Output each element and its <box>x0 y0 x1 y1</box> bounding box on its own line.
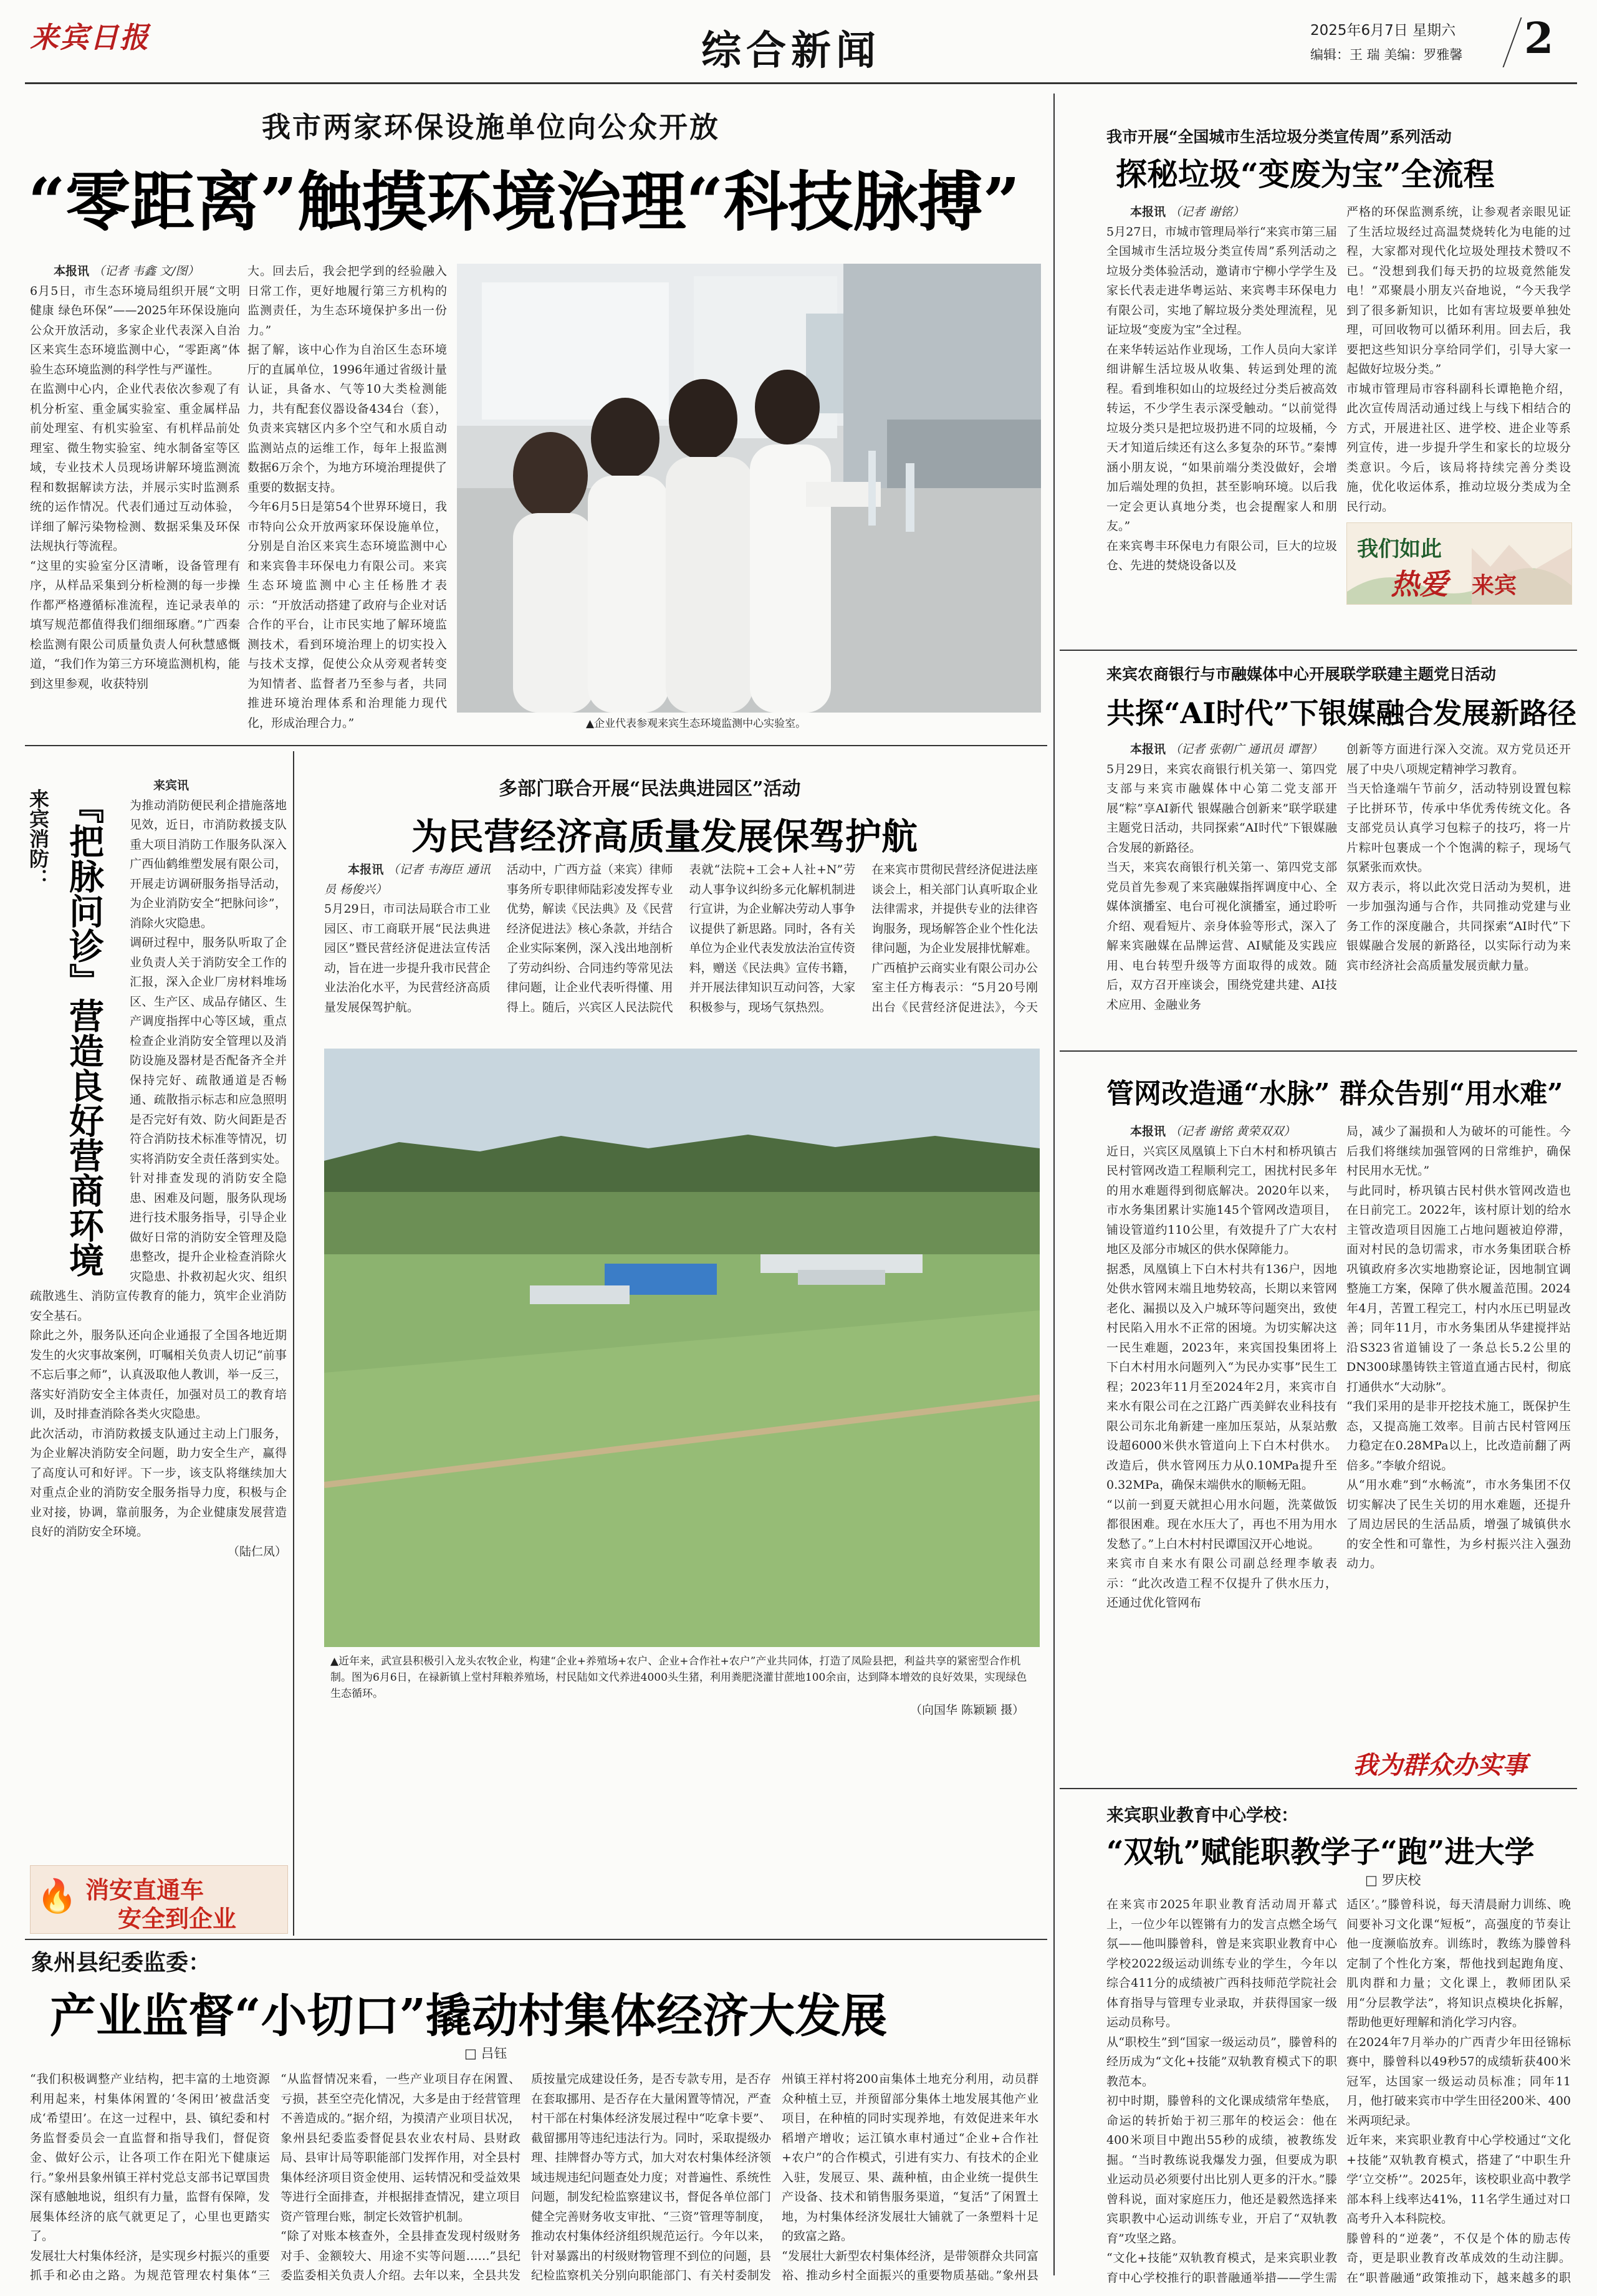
fire-title-space <box>26 776 130 1269</box>
garbage-col2 <box>1346 203 1571 527</box>
garbage-headline: 探秘垃圾“变废为宝”全流程 <box>1116 156 1495 193</box>
bank-text-col2: 创新等方面进行深入交流。双方党员还开展了中央八项规定精神学习教育。 当天恰逢端午节前夕，活动特别设置包粽子比拼环节，传承中华优秀传统文化。各支部党员认真学习包粽子的技巧，将一片片粽叶包裹成一个个饱满的粽子，现场气氛紧张而欢快。 双方表示，将以此次党日活动为契机，进一步加强沟通与合作，共同推动党建与业务工作的深度融合，共同探索“AI时代”下银媒融合发展的新路径，以实际行动为来宾市经济社会高质量发展贡献力量。 <box>1346 742 1571 973</box>
xiangzhou-kicker: 象州县纪委监委： <box>31 1949 211 1976</box>
law-headline: 为民营经济高质量发展保驾护航 <box>411 815 918 858</box>
bank-col1 <box>1106 740 1337 1045</box>
water-text-col2: 局，减少了漏损和人为破坏的可能性。今后我们将继续加强管网的日常维护，确保村民用水无忧。” 与此同时，桥巩镇古民村供水管网改造也在日前完工。2022年，该村原计划的给水主管改造项目因施工占地问题被迫停滞，面对村民的急切需求，市水务集团联合桥巩镇政府多次实地勘察论证，因地制宜调整施工方案，保障了供水履盖范围。2024年4月，苦置工程完工，村内水压已明显改善；同年11月，市水务集团从华建搅拌站沿S323省道铺设了一条总长5.2公里的DN300球墨铸铁主管道直通古民村，彻底打通供水“大动脉”。 “我们采用的是非开挖技术施工，既保护生态，又提高施工效率。目前古民村管网压力稳定在0.28MPa以上，比改造前翻了两倍多。”李敏介绍说。 从“用水难”到“水畅流”，市水务集团不仅切实解决了民生关切的用水难题，还提升了周边居民的生活品质，增强了城镇供水的安全性和可靠性，为乡村振兴注入强劲动力。 <box>1346 1125 1571 1570</box>
lead-byline: 本报讯 <box>54 264 90 278</box>
lead-article-col2 <box>247 262 447 773</box>
xiangzhou-col3 <box>531 2070 771 2285</box>
garbage-text-col1: 5月27日，市城市管理局举行“来宾市第三届全国城市生活垃圾分类宣传周”系列活动之垃圾分类体验活动，邀请市宁柳小学学生及家长代表走进华粤运站、来宾粤丰环保电力有限公司，实地了解垃圾分类处理流程，见证垃圾“变废为宝”全过程。 在来华转运站作业现场，工作人员向大家详细讲解生活垃圾从收集、转运到处理的流程。看到堆积如山的垃圾经过分类后被高效转运，不少学生表示深受触动。“以前觉得垃圾分类只是把垃圾扔进不同的垃圾桶，今天才知道后续还有这么多复杂的环节。”秦博涵小朋友说，“如果前端分类没做好，会增加后端处理的负担，甚至影响环境。以后我一定会更认真地分类，也会提醒家人和朋友。” 在来宾粤丰环保电力有限公司，巨大的垃圾仓、先进的焚烧设备以及 <box>1106 224 1337 572</box>
fire-banner-line2: 安全到企业 <box>118 1905 237 1933</box>
lead-reporters: （记者 韦鑫 文/图） <box>93 264 199 278</box>
lead-bottom-rule <box>25 745 1047 746</box>
garbage-reporters: （记者 谢铭） <box>1169 205 1245 219</box>
fire-signoff: （陆仁凤） <box>227 1544 287 1559</box>
vocational-col1 <box>1106 1895 1337 2285</box>
fire-byline: 来宾讯 <box>153 779 189 792</box>
xiangzhou-text-col3: 质按量完成建设任务，是否专款专用，是否存在套取挪用、是否存在大量闲置等情况，严查村干部在村集体经济发展过程中“吃拿卡要”、截留挪用等违纪违法行为。同时，采取提级办理、挂牌督办等方式，加大对农村集体经济领域违规违纪问题查处力度；对普遍性、系统性问题，制发纪检监察建议书，督促各单位部门健全完善财务收支审批、“三资”管理等制度，推动农村集体经济组织规范运行。今年以来，针对暴露出的村级财物管理不到位的问题，县纪检监察机关分别向职能部门、有关村委制发 <box>531 2072 771 2282</box>
fire-text: 为推动消防便民利企措施落地见效，近日，市消防救援支队重大项目消防工作服务队深入广西仙鹤维塑发展有限公司，开展走访调研服务指导活动，为企业消防安全“把脉问诊”，消除火灾隐患。 调研过程中，服务队听取了企业负责人关于消防安全工作的汇报，深入企业厂房材料堆场区、生产区、成品存储区、生产调度指挥中心等区域，重点检查企业消防安全管理以及消防设施及器材是否配备齐全并保持完好、疏散通道是否畅通、疏散指示标志和应急照明是否完好有效、防火间距是否符合消防技术标准等情况，切实将消防安全责任落到实处。针对排查发现的消防安全隐患、困难及问题，服务队现场进行技术服务指导，引导企业做好日常的消防安全管理及隐患整改，提升企业检查消除火灾隐患、扑救初起火灾、组织疏散逃生、消防宣传教育的能力，筑牢企业消防安全基石。 除此之外，服务队还向企业通报了全国各地近期发生的火灾事故案例，叮嘱相关负责人切记“前事不忘后事之师”，认真汲取他人教训，举一反三，落实好消防安全主体责任，加强对员工的教育培训，及时排查消除各类火灾隐患。 此次活动，市消防救援支队通过主动上门服务，为企业解决消防安全问题，助力安全生产，赢得了高度认可和好评。下一步，该支队将继续加大对重点企业的消防安全服务指导力度，积极与企业对接，协调，靠前服务，为企业健康发展营造良好的消防安全环境。 <box>30 798 287 1539</box>
garbage-bottom-rule <box>1060 650 1577 651</box>
fire-org: 来宾消防： <box>26 789 50 888</box>
xiangzhou-col1 <box>30 2070 270 2285</box>
law-text: 5月29日，市司法局联合市工业园区、市工商联开展“民法典进园区”暨民营经济促进法宣传活动，旨在进一步提升我市民营企业法治化水平，为民营经济高质量发展保驾护航。 活动中，广西方益（来宾）律师事务所专职律师陆彩凌发挥专业优势，解读《民法典》及《民营经济促进法》核心条款，并结合企业实际案例，深入浅出地剖析了劳动纠纷、合同违约等常见法律问题，让企业代表听得懂、用得上。随后，兴宾区人民法院代表就“法院+工会+人社+N”劳动人事争议纠纷多元化解机制进行宣讲，为企业解决劳动人事争议提供了新思路。同时，各有关单位为企业代表发放法治宣传资料，赠送《民法典》宣传书籍，并开展法律知识互动问答，大家积极参与，现场气氛热烈。 在来宾市贯彻民营经济促进法座谈会上，相关部门认真听取企业法律需求，并提供专业的法律咨询服务，现场解答企业个性化法律问题，为企业发展排忧解难。 广西植护云商实业有限公司办公室主任方梅表示：“5月20号刚出台《民营经济促进法》，今天 <box>324 863 1038 1014</box>
fire-title: 『把脉问诊』营造良好营商环境 <box>64 789 105 1277</box>
garbage-text-col2: 严格的环保监测系统，让参观者亲眼见证了生活垃圾经过高温焚烧转化为电能的过程，大家都对现代化垃圾处理技术赞叹不已。“没想到我们每天扔的垃圾竟然能发电！”邓聚晨小朋友兴奋地说，“今天我学到了很多新知识，比如有害垃圾要单独处理，可回收物可以循环利用。回去后，我要把这些知识分享给同学们，引导大家一起做好垃圾分类。” 市城市管理局市容科副科长谭艳艳介绍，此次宣传周活动通过线上与线下相结合的方式，开展进社区、进学校、进企业等系列宣传，进一步提升学生和家长的垃圾分类意识。今后，该局将持续完善分类设施，优化收运体系，推动垃圾分类成为全民行动。 <box>1346 205 1571 514</box>
bank-bottom-rule <box>1060 1050 1577 1052</box>
lab-photo-caption: ▲企业代表参观来宾生态环境监测中心实验室。 <box>586 718 807 730</box>
bank-headline: 共探“AI时代”下银媒融合发展新路径 <box>1106 696 1577 730</box>
flame-icon: 🔥 <box>37 1878 77 1915</box>
xiangzhou-col4 <box>782 2070 1038 2285</box>
xiangzhou-text-col1: “我们积极调整产业结构，把丰富的土地资源利用起来，村集体闲置的‘冬闲田’被盘活变成‘希望田’。在这一过程中，县、镇纪委和村务监督委员会一直监督和指导我们，督促资金、做好公示，让各项工作在阳光下健康运行。”象州县象州镇王祥村党总支部书记覃国贵深有感触地说，组织有力量，监督有保障，发展集体经济的底气就更足了，心里也更踏实了。 发展壮大村集体经济，是实现乡村振兴的重要抓手和必由之路。为规范管理农村集体“三 <box>30 2072 270 2282</box>
lab-photo <box>457 264 1041 713</box>
law-kicker: 多部门联合开展“民法典进园区”活动 <box>499 778 801 800</box>
vocational-headline: “双轨”赋能职教学子“跑”进大学 <box>1106 1835 1535 1870</box>
water-col2 <box>1346 1122 1571 1739</box>
water-col1 <box>1106 1122 1337 1795</box>
xiangzhou-text-col2: “从监督情况来看，一些产业项目存在闲置、亏损，甚至空壳化情况，大多是由于经营管理不善造成的。”据介绍，为摸清产业项目状况，象州县纪委监委督促县农业农村局、县财政局、县审计局等职能部门发挥作用，对全县村集体经济项目资金使用、运转情况和受益效果等进行全面排查，并根据排查情况，建立项目资产管理台账，制定长效管护机制。 “除了对账本核查外，全县排查发现村级财务对手、金额较大、用途不实等问题……”县纪委监委相关负责人介绍。去年以来，全县共发 <box>281 2072 520 2282</box>
badge-line1: 我们如此 <box>1357 537 1442 562</box>
bank-col2 <box>1346 740 1571 1045</box>
section-name: 综合新闻 <box>701 27 881 74</box>
water-reporters: （记者 谢铭 黄荣双双） <box>1169 1125 1296 1138</box>
badge-line2: 热爱 <box>1391 567 1448 601</box>
law-reporters: （记者 韦海臣 通讯员 杨俊兴） <box>324 863 491 896</box>
vocational-text-col1: 在来宾市2025年职业教育活动周开幕式上，一位少年以铿锵有力的发言点燃全场气氛——他叫滕曾科，曾是来宾职业教育中心学校2022级运动训练专业的学生，今年以综合411分的成绩被广西科技师范学院社会体育指导与管理专业录取，并获得国家一级运动员称号。 从“职校生”到“国家一级运动员”，滕曾科的经历成为“文化+技能”双轨教育模式下的职教范本。 初中时期，滕曾科的文化课成绩常年垫底，命运的转折始于初三那年的校运会：他在400米项目中跑出55秒的成绩，被教练发掘。“当时教练说我爆发力强，但要成为职业运动员必须要付出比别人更多的汗水。”滕曾科说，面对家庭压力，他还是毅然选择来宾职教中心运动训练专业，开启了“双轨教育”攻坚之路。 “文化+技能”双轨教育模式，是来宾职业教育中心学校推行的职普融通举措——学生需 <box>1106 1898 1337 2285</box>
vocational-author: □ 罗庆校 <box>1365 1873 1421 1888</box>
service-badge: 我为群众办实事 <box>1353 1751 1527 1780</box>
masthead-rule <box>25 82 1577 84</box>
lead-headline: “零距离”触摸环境治理“科技脉搏” <box>28 163 1020 240</box>
lead-article-col1 <box>30 262 240 773</box>
vocational-kicker: 来宾职业教育中心学校： <box>1106 1805 1299 1825</box>
water-bottom-rule <box>1060 1788 1577 1789</box>
law-byline: 本报讯 <box>348 863 384 877</box>
lead-kicker: 我市两家环保设施单位向公众开放 <box>262 110 720 144</box>
xiangzhou-text-col4: 州镇王祥村将200亩集体土地充分利用，动员群众种植土豆，并预留部分集体土地发展其他产业项目，在种植的同时实现养地，有效促进来年水稻增产增收；运江镇水車村通过“企业+合作社+农户”的合作模式，引进有实力、有技术的企业入驻，发展豆、果、蔬种植，由企业统一提供生产设备、技术和销售服务渠道，“复活”了闲置土地，为村集体经济发展壮大铺就了一条塑料十足的致富之路。 “发展壮大新型农村集体经济，是带领群众共同富裕、推动乡村全面振兴的重要物质基础。”象州县 <box>782 2072 1038 2282</box>
garbage-byline: 本报讯 <box>1130 205 1166 219</box>
xiangzhou-headline: 产业监督“小切口”撬动村集体经济大发展 <box>50 1989 888 2043</box>
bank-text-col1: 5月29日，来宾农商银行机关第一、第四党支部与来宾市融媒体中心第二党支部开展“粽”享AI新代 银媒融合创新来”联学联建主题党日活动，共同探索“AI时代”下银媒融合发展的新路径。 当天，来宾农商银行机关第一、第四党支部党员首先参观了来宾融媒指挥调度中心、全媒体演播室、电台可视化演播室，通过聆听介绍、观看短片、亲身体验等形式，深入了解来宾融媒在品牌运营、AI赋能及实践应用、电台转型升级等方面取得的成效。随后，双方召开座谈会，围绕党建共建、AI技术应用、金融业务 <box>1106 762 1337 1012</box>
page-divider-slash <box>1502 17 1522 67</box>
bank-byline: 本报讯 <box>1130 742 1166 756</box>
lead-text-col1: 6月5日，市生态环境局组织开展“文明健康 绿色环保”——2025年环保设施向公众开放活动，多家企业代表深入自治区来宾生态环境监测中心，“零距离”体验生态环境监测的科学性与严谨性。 在监测中心内，企业代表依次参观了有机分析室、重金属实验室、重金属样品前处理室、有机实验室、有机样品前处理室、微生物实验室、纯水制备室等区域，专业技术人员现场讲解环境监测流程和数据解读方法，并展示实时监测系统的运作情况。代表们通过互动体验，详细了解污染物检测、数据采集及环保法规执行等流程。 “这里的实验室分区清晰，设备管理有序，从样品采集到分析检测的每一步操作都严格遵循标准流程，连记录表单的填写规范都值得我们细细琢磨。”广西秦桧监测有限公司质量负责人何秋慧感慨道，“我们作为第三方环境监测机构，能到这里参观，收获特别 <box>30 284 240 691</box>
farm-photo-caption: ▲近年来，武宣县积极引入龙头农牧企业，构建“企业+养殖场+农户、企业+合作社+农户”产业共同体，打造了凤险县把，利益共享的紧密型合作机制。图为6月6日，在禄新镇上堂村拜粮养殖场，村民陆如文代养进4000头生猪，利用粪肥浇灌甘蔗地100余亩，达到降本增效的良好效果，实现绿色生态循环。 <box>330 1655 1027 1700</box>
page-number: 2 <box>1524 14 1554 64</box>
vocational-col2 <box>1346 1895 1571 2285</box>
xiangzhou-author: □ 吕钰 <box>464 2046 507 2061</box>
editors: 编辑：王 瑞 美编：罗雅馨 <box>1310 47 1463 62</box>
right-column-divider <box>1053 94 1055 2275</box>
masthead <box>0 0 1597 84</box>
fire-article <box>26 776 287 1861</box>
mid-bottom-rule <box>25 1939 1047 1940</box>
love-laibin-badge <box>1346 522 1572 605</box>
xiangzhou-col2 <box>281 2070 520 2285</box>
issue-date: 2025年6月7日 星期六 <box>1310 22 1456 39</box>
farm-photo <box>324 1049 1040 1647</box>
badge-city: 来宾 <box>1472 572 1517 598</box>
water-text-col1: 近日，兴宾区凤凰镇上下白木村和桥巩镇古民村管网改造工程顺利完工，困扰村民多年的用水难题得到彻底解决。2020年以来，市水务集团累计实施145个管网改造项目，铺设管道约110公里，有效提升了广大农村地区及部分市城区的供水保障能力。 据悉，凤凰镇上下白木村共有136户，因地处供水管网末端且地势较高，长期以来管网老化、漏损以及入户城环等问题突出，致使村民陷入用水不正常的困境。为切实解决这一民生难题，2023年，来宾国投集团将上下白木村用水问题列入“为民办实事”民生工程；2023年11月至2024年2月，来宾市自来水有限公司在之江路广西美鲜农业科技有限公司东北角新建一座加压泵站，从泵站敷设超6000米供水管道向上下白木村供水。改造后，供水管网压力从0.10MPa提升至0.32MPa，确保末端供水的顺畅无阻。 “以前一到夏天就担心用水问题，洗菜做饭都很困难。现在水压大了，再也不用为用水发愁了。”上白木村村民谭国汉开心地说。 来宾市自来水有限公司副总经理李敏表示：“此次改造工程不仅提升了供水压力，还通过优化管网布 <box>1106 1144 1337 1610</box>
garbage-col1 <box>1106 203 1337 608</box>
lead-text-col2: 大。回去后，我会把学到的经验融入日常工作，更好地履行第三方机构的监测责任，为生态环境保护多出一份力。” 据了解，该中心作为自治区生态环境厅的直属单位，1996年通过省级计量认证，具备水、气等10大类检测能力，共有配套仪器设备434台（套），负责来宾辖区内多个空气和水质自动监测站点的运维工作，每年上报监测数据6万余个，为地方环境治理提供了重要的数据支持。 今年6月5日是第54个世界环境日，我市特向公众开放两家环保设施单位，分别是自治区来宾生态环境监测中心和来宾鲁丰环保电力有限公司。来宾生态环境监测中心主任杨胜才表示：“开放活动搭建了政府与企业对话合作的平台，让市民实地了解环境监测技术，看到环境治理上的切实投入与技术支撑，促使公众从旁观者转变为知情者、监督者乃至参与者，共同推进环境治理体系和治理能力现代化，形成治理合力。” <box>247 264 447 730</box>
vocational-text-col2: 适区’。”滕曾科说，每天清晨耐力训练、晚间要补习文化课“短板”，高强度的节奏让他一度濒临放弃。训练时，教练为滕曾科定制了个性化方案，帮他找到起跑角度、肌肉群和力量；文化课上，教师团队采用“分层教学法”，将知识点模块化拆解，帮助他更好理解和消化学习内容。 在2024年7月举办的广西青少年田径锦标赛中，滕曾科以49秒57的成绩斩获400米冠军，达国家一级运动员标准；同年11月，他打破来宾市中学生田径200米、400米两项纪录。 近年来，来宾职业教育中心学校通过“文化+技能”双轨教育模式，搭建了“中职生升学‘立交桥’”。2025年，该校职业高中教学部本科上线率达41%，11名学生通过对口高考升入本科院校。 滕曾科的“逆袭”，不仅是个体的励志传奇，更是职业教育改革成效的生动注脚。在“职普融通”政策推动下，越来越多的职 <box>1346 1898 1571 2285</box>
law-article <box>324 860 1038 1029</box>
left-column-divider <box>293 751 294 1936</box>
bank-reporters: （记者 张朝广 通讯员 谭智） <box>1169 742 1323 756</box>
garbage-kicker: 我市开展“全国城市生活垃圾分类宣传周”系列活动 <box>1106 128 1452 146</box>
water-headline: 管网改造通“水脉” 群众告别“用水难” <box>1106 1078 1563 1110</box>
fire-banner-line1: 消安直通车 <box>85 1876 204 1904</box>
water-byline: 本报讯 <box>1130 1125 1166 1138</box>
bank-kicker: 来宾农商银行与市融媒体中心开展联学联建主题党日活动 <box>1106 665 1497 683</box>
fire-banner <box>30 1865 288 1934</box>
newspaper-logo: 来宾日报 <box>30 21 150 54</box>
farm-photo-credit: （向国华 陈颖颖 摄） <box>910 1703 1025 1717</box>
